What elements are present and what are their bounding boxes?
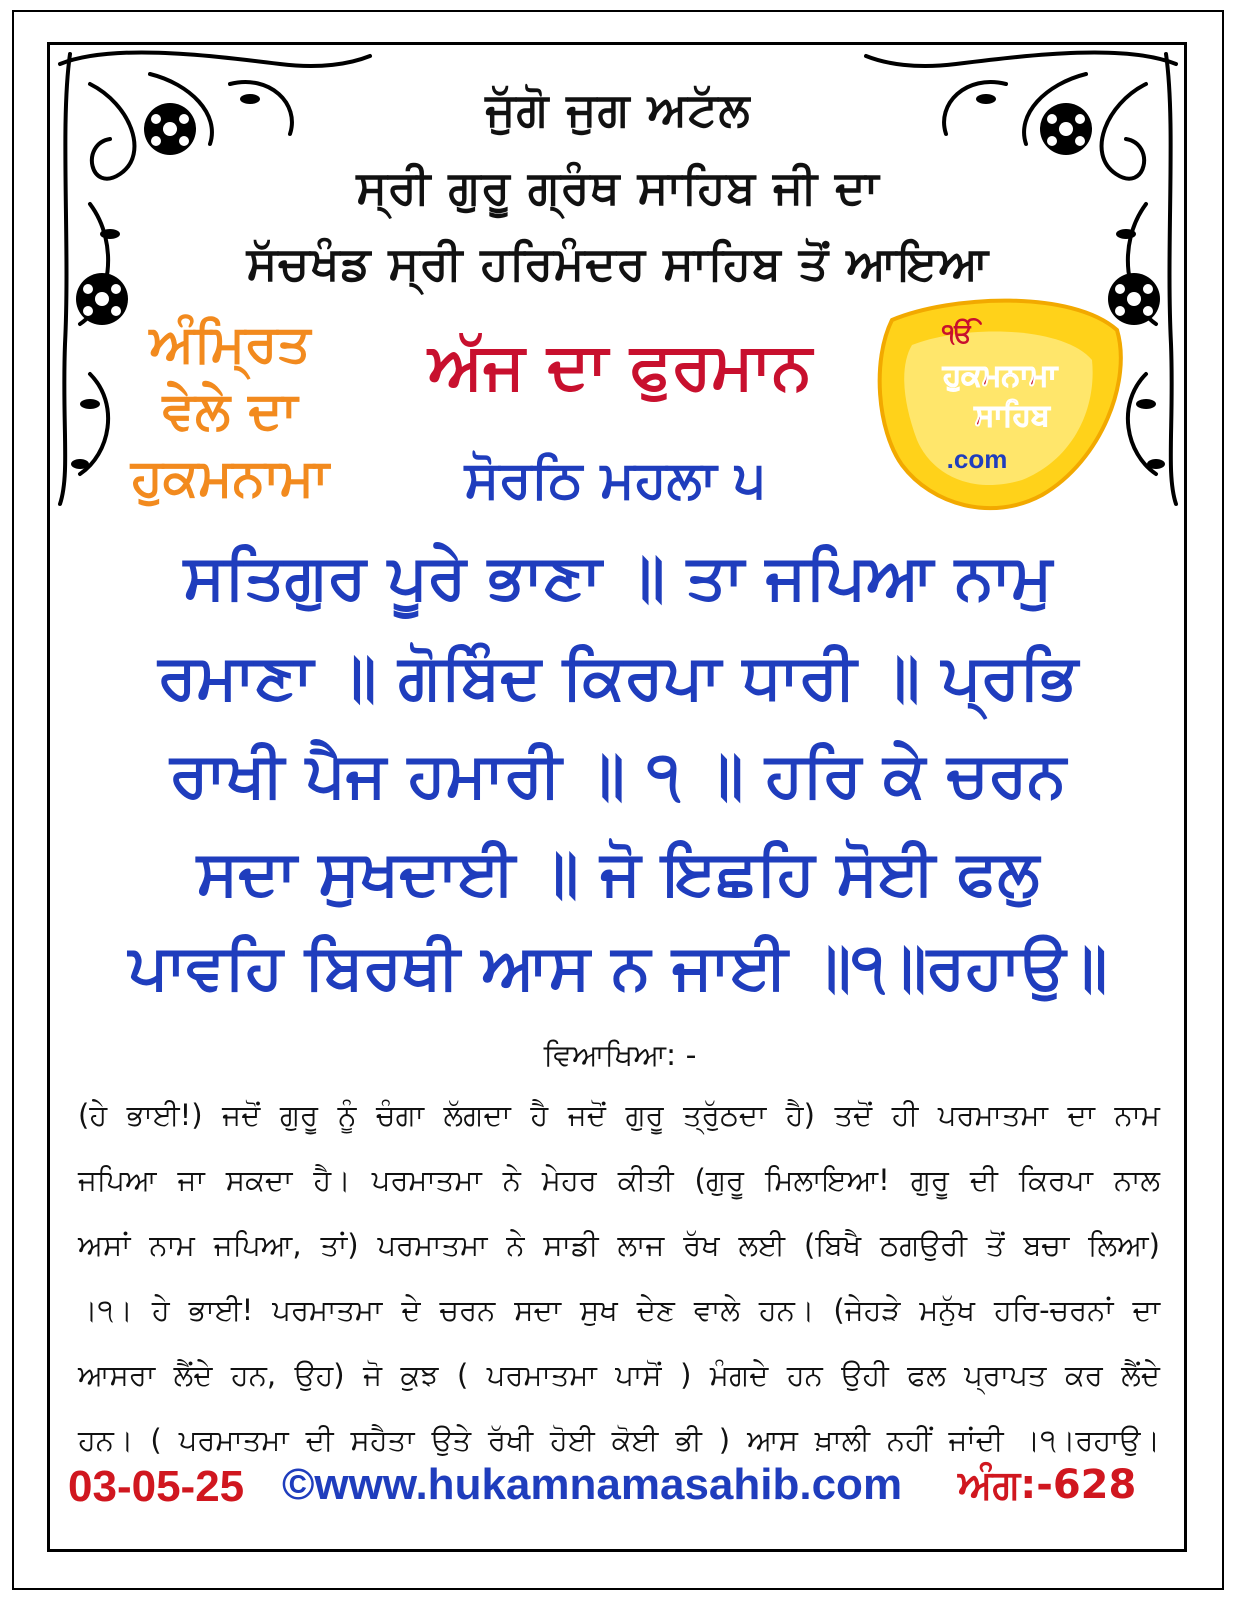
verse-line-3: ਰਾਖੀ ਪੈਜ ਹਮਾਰੀ ॥ ੧ ॥ ਹਰਿ ਕੇ ਚਰਨ [170, 738, 1066, 811]
vyakhya-label: ਵਿਆਖਿਆ: - [543, 1038, 697, 1073]
verse-line-5: ਪਾਵਹਿ ਬਿਰਥੀ ਆਸ ਨ ਜਾਈ ॥੧॥ਰਹਾਉ॥ [128, 930, 1108, 1003]
explanation-line-1: (ਹੇ ਭਾਈ!) ਜਦੋਂ ਗੁਰੂ ਨੂੰ ਚੰਗਾ ਲੱਗਦਾ ਹੈ ਜਦੋਂ ਗੁਰੂ ਤ੍ਰੁੱਠਦਾ ਹੈ) ਤਦੋਂ ਹੀ ਪਰਮਾਤਮਾ ਦਾ ਨਾਮ [78, 1098, 1160, 1132]
verse-line-2: ਰਮਾਣਾ ॥ ਗੋਬਿੰਦ ਕਿਰਪਾ ਧਾਰੀ ॥ ਪ੍ਰਭਿ [158, 640, 1078, 713]
verse-line-1: ਸਤਿਗੁਰ ਪੂਰੇ ਭਾਣਾ ॥ ਤਾ ਜਪਿਆ ਨਾਮੁ [183, 540, 1053, 613]
footer-url[interactable]: ©www.hukamnamasahib.com [282, 1460, 903, 1509]
page-title: ਅੱਜ ਦਾ ਫੁਰਮਾਨ [428, 330, 812, 404]
logo-line-1: ਹੁਕਮਨਾਮਾ [942, 358, 1058, 393]
explanation-line-6: ਹਨ। ( ਪਰਮਾਤਮਾ ਦੀ ਸਹੈਤਾ ਉਤੇ ਰੱਖੀ ਹੋਈ ਕੋਈ ਭੀ ) ਆਸ ਖ਼ਾਲੀ ਨਹੀਂ ਜਾਂਦੀ ।੧।ਰਹਾਉ। [78, 1423, 1160, 1457]
explanation-line-2: ਜਪਿਆ ਜਾ ਸਕਦਾ ਹੈ। ਪਰਮਾਤਮਾ ਨੇ ਮੇਹਰ ਕੀਤੀ (ਗੁਰੂ ਮਿਲਾਇਆ! ਗੁਰੂ ਦੀ ਕਿਰਪਾ ਨਾਲ [78, 1163, 1160, 1197]
header-line-3: ਸੱਚਖੰਡ ਸ੍ਰੀ ਹਰਿਮੰਦਰ ਸਾਹਿਬ ਤੋਂ ਆਇਆ [246, 236, 990, 290]
amrit-line-3: ਹੁਕਮਨਾਮਾ [130, 448, 330, 508]
raag-heading: ਸੋਰਠਿ ਮਹਲਾ ੫ [464, 450, 766, 510]
explanation-line-3: ਅਸਾਂ ਨਾਮ ਜਪਿਆ, ਤਾਂ) ਪਰਮਾਤਮਾ ਨੇ ਸਾਡੀ ਲਾਜ ਰੱਖ ਲਈ (ਬਿਖੈ ਠਗਉਰੀ ਤੋਂ ਬਚਾ ਲਿਆ) [78, 1228, 1160, 1262]
footer-date: 03-05-25 [68, 1462, 245, 1511]
verse-line-4: ਸਦਾ ਸੁਖਦਾਈ ॥ ਜੋ ਇਛਹਿ ਸੋਈ ਫਲੁ [196, 836, 1040, 909]
amrit-line-2: ਵੇਲੇ ਦਾ [162, 381, 298, 441]
footer-ang: ਅੰਗ:-628 [958, 1462, 1137, 1508]
logo-line-2: ਸਾਹਿਬ [974, 398, 1050, 433]
hukamnama-sahib-logo [872, 290, 1130, 520]
amrit-line-1: ਅੰਮ੍ਰਿਤ [149, 314, 311, 374]
header-line-2: ਸ੍ਰੀ ਗੁਰੂ ਗ੍ਰੰਥ ਸਾਹਿਬ ਜੀ ਦਾ [356, 160, 880, 214]
explanation-line-4: ।੧। ਹੇ ਭਾਈ! ਪਰਮਾਤਮਾ ਦੇ ਚਰਨ ਸਦਾ ਸੁਖ ਦੇਣ ਵਾਲੇ ਹਨ। (ਜੇਹੜੇ ਮਨੁੱਖ ਹਰਿ-ਚਰਨਾਂ ਦਾ [78, 1293, 1160, 1327]
logo-ik-onkar: ੴ [942, 319, 974, 349]
header-line-1: ਜੁੱਗੋ ਜੁਗ ਅਟੱਲ [485, 82, 751, 136]
explanation-line-5: ਆਸਰਾ ਲੈਂਦੇ ਹਨ, ਉਹ) ਜੋ ਕੁਝ ( ਪਰਮਾਤਮਾ ਪਾਸੋਂ ) ਮੰਗਦੇ ਹਨ ਉਹੀ ਫਲ ਪ੍ਰਾਪਤ ਕਰ ਲੈਂਦੇ [78, 1358, 1160, 1392]
logo-line-3: .com [946, 444, 1008, 474]
